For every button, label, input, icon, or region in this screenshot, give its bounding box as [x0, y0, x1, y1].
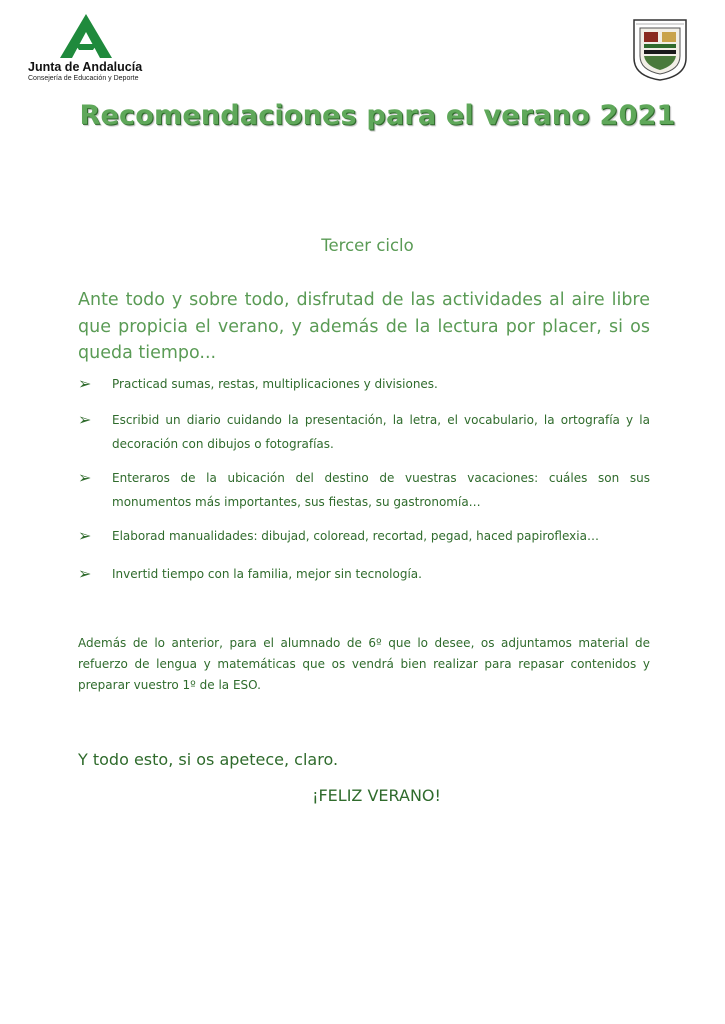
- arrow-bullet-icon: ➢: [78, 410, 92, 429]
- list-item-text: Escribid un diario cuidando la presentación, la letra, el vocabulario, la ortografía y la decoración con dibujos o fotografías.: [112, 413, 650, 451]
- school-crest-icon: [632, 18, 688, 82]
- junta-andalucia-logo-icon: [60, 14, 112, 58]
- page-title: Recomendaciones para el verano 2021: [79, 100, 676, 131]
- org-subtitle: Consejería de Educación y Deporte: [28, 75, 139, 82]
- feliz-verano-text: ¡FELIZ VERANO!: [312, 786, 441, 805]
- list-item-text: Enteraros de la ubicación del destino de vuestras vacaciones: cuáles son sus monumentos más importantes, sus fiestas, su gastronomía…: [112, 471, 650, 509]
- list-item: [78, 466, 650, 514]
- cycle-heading: Tercer ciclo: [321, 236, 414, 255]
- org-name: Junta de Andalucía: [28, 60, 143, 74]
- arrow-bullet-icon: ➢: [78, 374, 92, 393]
- recommendation-list: [78, 372, 650, 586]
- list-item-text: Practicad sumas, restas, multiplicaciones y divisiones.: [112, 377, 438, 391]
- list-item: [78, 562, 650, 586]
- arrow-bullet-icon: ➢: [78, 564, 92, 583]
- intro-paragraph: Ante todo y sobre todo, disfrutad de las actividades al aire libre que propicia el verano, y además de la lectura por placer, si os queda tiempo...: [78, 290, 650, 363]
- list-item: [78, 408, 650, 456]
- junta-andalucia-logo: [28, 14, 158, 82]
- list-item-text: Invertid tiempo con la familia, mejor sin tecnología.: [112, 567, 422, 581]
- closing-line: Y todo esto, si os apetece, claro.: [78, 750, 339, 769]
- arrow-bullet-icon: ➢: [78, 468, 92, 487]
- extra-paragraph: Además de lo anterior, para el alumnado de 6º que lo desee, os adjuntamos material de refuerzo de lengua y matemáticas que os vendrá bien realizar para repasar contenidos y preparar vuestro 1º de la ESO.: [78, 636, 650, 692]
- list-item-text: Elaborad manualidades: dibujad, coloread, recortad, pegad, haced papiroflexia…: [112, 529, 599, 543]
- arrow-bullet-icon: ➢: [78, 526, 92, 545]
- list-item: [78, 372, 650, 396]
- list-item: [78, 524, 650, 548]
